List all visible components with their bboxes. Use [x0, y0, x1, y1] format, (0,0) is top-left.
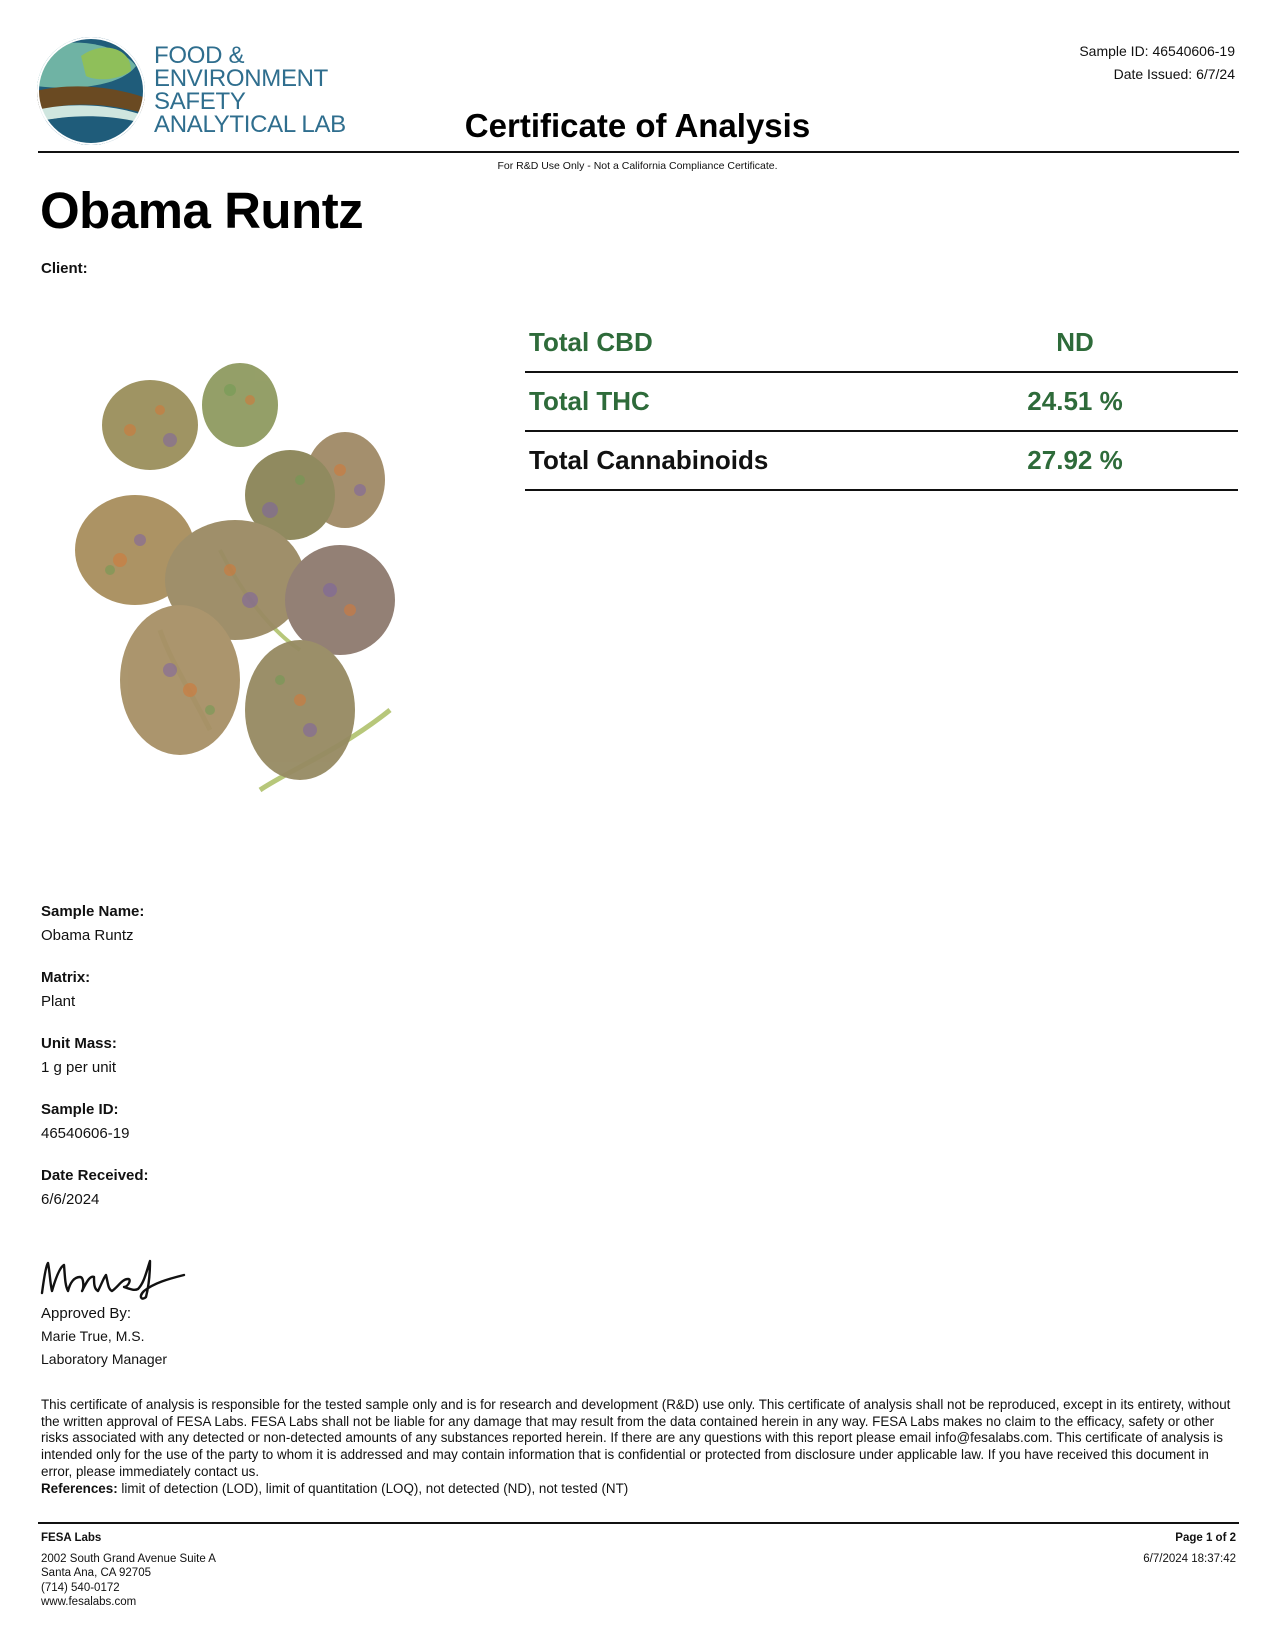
result-row-total-cbd: [525, 323, 1238, 373]
detail-matrix: [41, 968, 149, 1013]
page-number: Page 1 of 2: [1175, 1532, 1236, 1544]
result-value: 24.51 %: [1027, 386, 1123, 416]
detail-label: Matrix:: [41, 969, 91, 986]
detail-date-received: [41, 1166, 149, 1211]
compliance-disclaimer: For R&D Use Only - Not a California Compliance Certificate.: [497, 160, 778, 172]
footer-lab-info: [41, 1531, 216, 1610]
sample-details: [41, 902, 149, 1232]
result-name: Total CBD: [529, 327, 653, 357]
sample-title: Obama Runtz: [40, 182, 364, 239]
detail-value: 1 g per unit: [41, 1059, 117, 1076]
footer-lab-name: FESA Labs: [41, 1532, 102, 1544]
detail-value: 46540606-19: [41, 1125, 130, 1142]
detail-sample-id: [41, 1100, 149, 1145]
result-value: 27.92 %: [1027, 445, 1123, 475]
client-label: Client:: [41, 260, 88, 277]
footer-divider: [38, 1522, 1239, 1524]
detail-value: Obama Runtz: [41, 927, 134, 944]
detail-label: Sample ID:: [41, 1101, 119, 1118]
logo-line: FOOD &: [154, 42, 245, 69]
result-name: Total Cannabinoids: [529, 445, 769, 475]
approver-role: Laboratory Manager: [41, 1351, 168, 1367]
footer-address-line: 2002 South Grand Avenue Suite A: [41, 1552, 216, 1565]
approver-name: Marie True, M.S.: [41, 1328, 145, 1344]
detail-sample-name: [41, 902, 149, 947]
references-label: References:: [41, 1481, 118, 1496]
header-divider: [38, 151, 1239, 153]
references: [41, 1481, 1236, 1496]
result-name: Total THC: [529, 386, 650, 416]
result-value: ND: [1056, 327, 1094, 357]
detail-label: Unit Mass:: [41, 1035, 117, 1052]
legal-statement: This certificate of analysis is responsible for the tested sample only and is for research and development (R&D) use only. This certificate of analysis shall not be reproduced, except in its entirety, without the written approval of FESA Labs. FESA Labs shall not be liable for any damage that may result from the data contained herein in any way. FESA Labs makes no claim to the efficacy, safety or other risks associated with any detected or non-detected amounts of any substances reported herein. If there are any questions with this report please email info@fesalabs.com. This certificate of analysis is intended only for the use of the party to whom it is addressed and may contain information that is confidential or protected from disclosure under applicable law. If you have received this document in error, please immediately contact us.: [41, 1397, 1231, 1479]
approval-block: [41, 1302, 167, 1371]
header-sample-id: Sample ID: 46540606-19: [1079, 43, 1235, 59]
detail-label: Sample Name:: [41, 903, 145, 920]
approver-signature: [38, 1253, 188, 1303]
footer-timestamp: 6/7/2024 18:37:42: [1143, 1552, 1236, 1565]
header-date-issued: Date Issued: 6/7/24: [1113, 66, 1235, 82]
header-meta: [1079, 40, 1235, 86]
result-row-total-thc: [525, 382, 1238, 432]
logo-line: ANALYTICAL LAB: [154, 111, 346, 138]
footer-page-info: [1143, 1531, 1236, 1566]
approved-by-label: Approved By:: [41, 1305, 132, 1322]
detail-unit-mass: [41, 1034, 149, 1079]
footer-phone: (714) 540-0172: [41, 1581, 120, 1594]
references-text: limit of detection (LOD), limit of quantitation (LOQ), not detected (ND), not tested (NT): [121, 1481, 629, 1496]
result-row-total-cannabinoids: [525, 441, 1238, 491]
logo-line: ENVIRONMENT: [154, 65, 329, 92]
detail-value: Plant: [41, 993, 76, 1010]
product-image: [40, 330, 440, 890]
document-title: Certificate of Analysis: [464, 107, 811, 144]
detail-label: Date Received:: [41, 1167, 149, 1184]
logo-line: SAFETY: [154, 88, 246, 115]
footer-address-line: Santa Ana, CA 92705: [41, 1567, 151, 1580]
footer-website: www.fesalabs.com: [41, 1596, 137, 1609]
detail-value: 6/6/2024: [41, 1191, 100, 1208]
